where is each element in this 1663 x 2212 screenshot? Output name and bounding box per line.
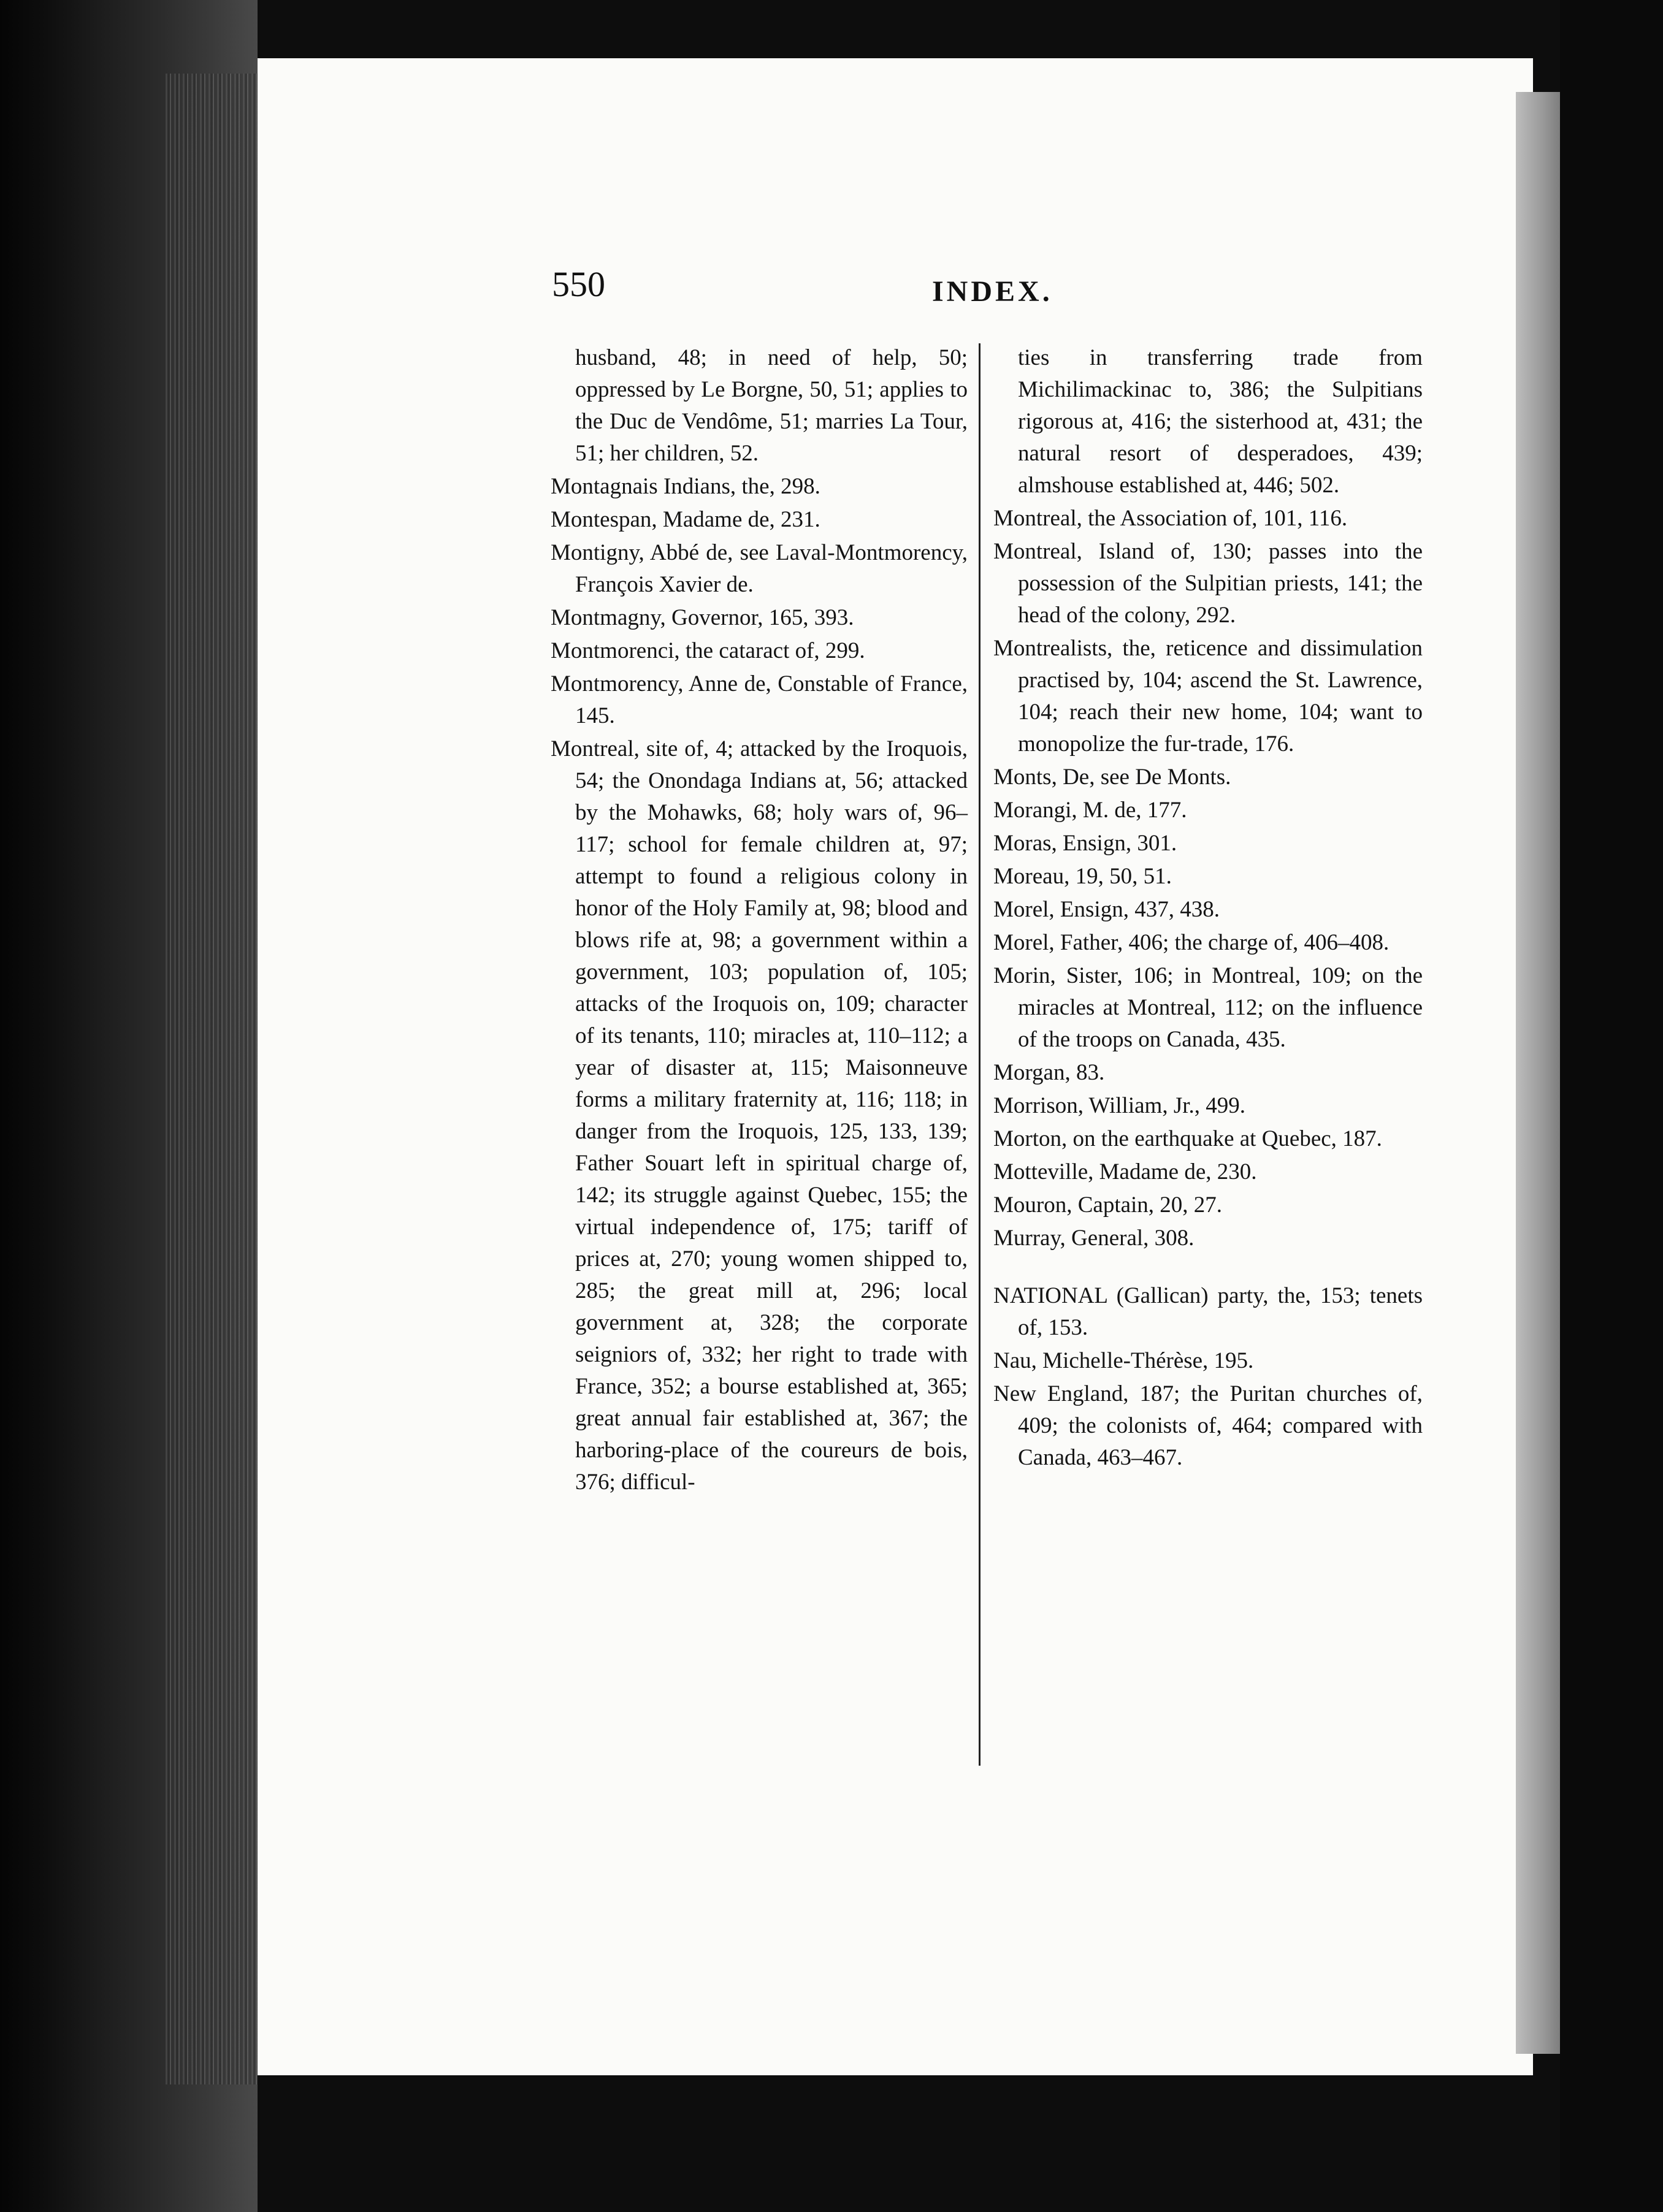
index-entry: Monts, De, see De Monts.: [993, 765, 1231, 790]
index-entry: Moras, Ensign, 301.: [993, 831, 1177, 856]
facing-page-edge: [1516, 92, 1560, 2054]
index-entry: Nau, Michelle-Thérèse, 195.: [993, 1348, 1254, 1373]
index-column-left: [551, 342, 968, 1500]
index-entry: Montigny, Abbé de, see Laval-Montmorency, François Xavier de.: [551, 540, 968, 597]
index-entry: New England, 187; the Puritan churches of, 409; the colonists of, 464; compared with Canada, 463–467.: [993, 1381, 1423, 1470]
index-entry: NATIONAL (Gallican) party, the, 153; tenets of, 153.: [993, 1283, 1423, 1340]
scan-background-right: [1560, 0, 1663, 2212]
index-entry: Morgan, 83.: [993, 1060, 1105, 1085]
index-entry: Morel, Father, 406; the charge of, 406–408.: [993, 930, 1390, 955]
index-entry: Montmagny, Governor, 165, 393.: [551, 605, 854, 630]
index-entry: Morton, on the earthquake at Quebec, 187.: [993, 1126, 1382, 1151]
page-edges: [166, 74, 258, 2084]
index-entry: Motteville, Madame de, 230.: [993, 1159, 1257, 1184]
index-entry: ties in transferring trade from Michilimackinac to, 386; the Sulpitians rigorous at, 416; the sisterhood at, 431; the natural resort of desperadoes, 439; almshouse established at, 446; 502.: [1018, 345, 1423, 498]
index-entry: Morel, Ensign, 437, 438.: [993, 897, 1220, 922]
index-entry: Montespan, Madame de, 231.: [551, 507, 820, 532]
index-entry: husband, 48; in need of help, 50; oppressed by Le Borgne, 50, 51; applies to the Duc de Vendôme, 51; marries La Tour, 51; her children, 52.: [575, 345, 968, 466]
index-entry: Morin, Sister, 106; in Montreal, 109; on the miracles at Montreal, 112; on the influence of the troops on Canada, 435.: [993, 963, 1423, 1052]
index-entry: Montreal, Island of, 130; passes into the possession of the Sulpitian priests, 141; the head of the colony, 292.: [993, 539, 1423, 628]
index-entry: Morrison, William, Jr., 499.: [993, 1093, 1245, 1118]
index-entry: Montagnais Indians, the, 298.: [551, 474, 820, 499]
page-header: [552, 257, 1423, 325]
index-entry: Montrealists, the, reticence and dissimulation practised by, 104; ascend the St. Lawrence, 104; reach their new home, 104; want to monopolize the fur-trade, 176.: [993, 636, 1423, 757]
index-entry: Montreal, site of, 4; attacked by the Iroquois, 54; the Onondaga Indians at, 56; attacked by the Mohawks, 68; holy wars of, 96–117; school for female children at, 97; attempt to found a religious colony in honor of the Holy Family at, 98; blood and blows rife at, 98; a government within a government, 103; population of, 105; attacks of the Iroquois on, 109; character of its tenants, 110; miracles at, 110–112; a year of disaster at, 115; Maisonneuve forms a military fraternity at, 116; 118; in danger from the Iroquois, 125, 133, 139; Father Souart left in spiritual charge of, 142; its struggle against Quebec, 155; the virtual independence of, 175; tariff of prices at, 270; young women shipped to, 285; the great mill at, 296; local government at, 328; the corporate seigniors of, 332; her right to trade with France, 352; a bourse established at, 365; great annual fair established at, 367; the harboring-place of the coureurs de bois, 376; difficul-: [551, 736, 968, 1495]
index-entry: Mouron, Captain, 20, 27.: [993, 1192, 1223, 1218]
index-entry: Morangi, M. de, 177.: [993, 798, 1187, 823]
running-head: INDEX.: [932, 275, 1053, 308]
page-number: 550: [552, 264, 605, 304]
index-entry: Montreal, the Association of, 101, 116.: [993, 506, 1348, 531]
index-entry: Montmorency, Anne de, Constable of France, 145.: [551, 671, 968, 728]
index-column-right: [993, 342, 1423, 1475]
index-entry: Montmorenci, the cataract of, 299.: [551, 638, 865, 663]
column-divider: [979, 343, 981, 1766]
index-entry: Moreau, 19, 50, 51.: [993, 864, 1172, 889]
section-gap: [993, 1256, 1423, 1280]
index-entry: Murray, General, 308.: [993, 1226, 1195, 1251]
